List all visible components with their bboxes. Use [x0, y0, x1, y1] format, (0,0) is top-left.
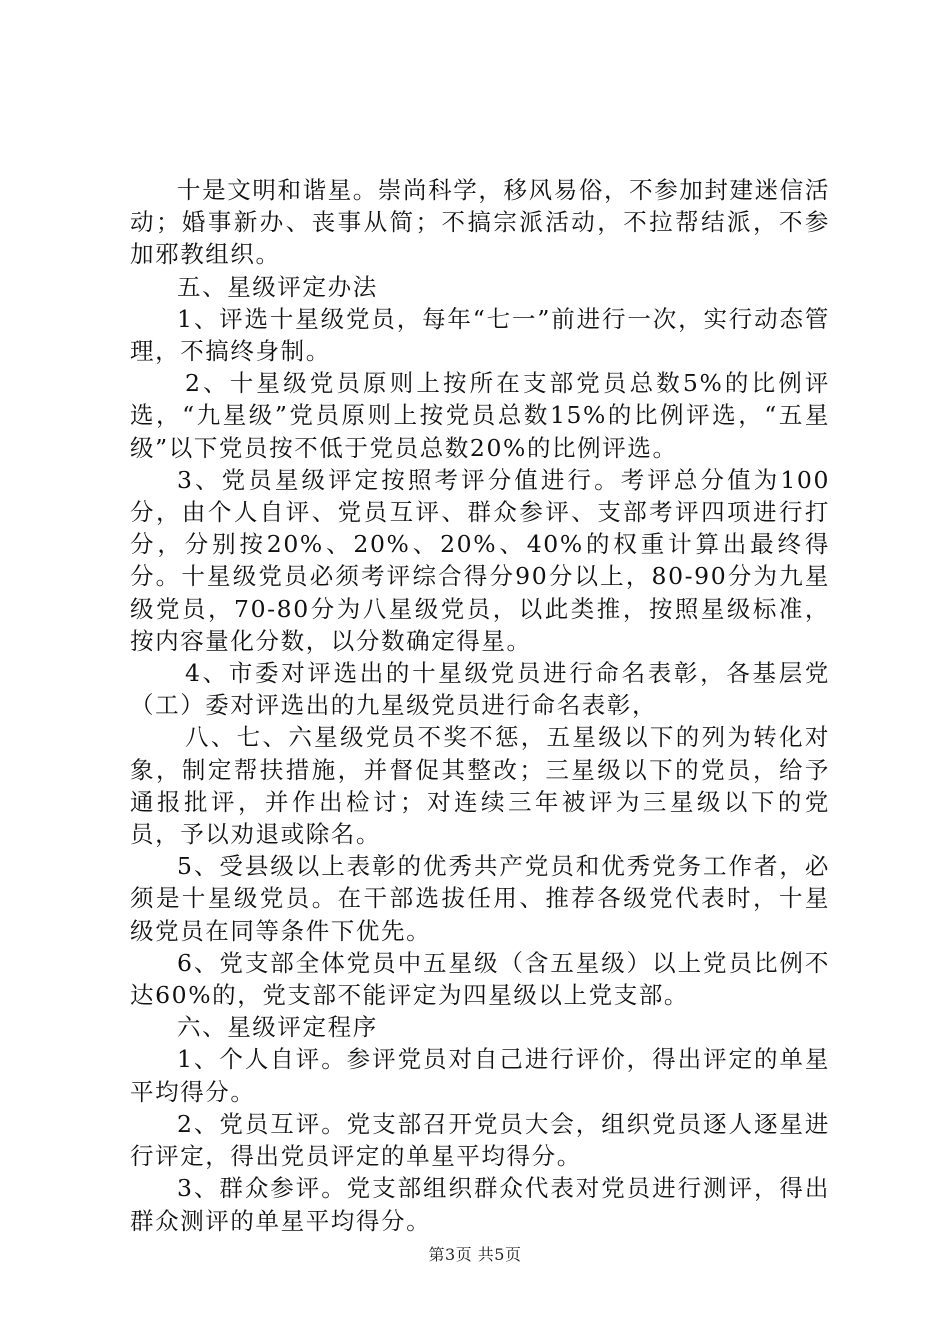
section-heading: 五、星级评定办法 — [177, 272, 378, 301]
paragraph: 十是文明和谐星。崇尚科学，移风易俗，不参加封建迷信活动；婚事新办、丧事从简；不搞宗派活动，不拉帮结派，不参加邪教组织。 — [130, 176, 830, 269]
paragraph: 八、七、六星级党员不奖不惩，五星级以下的列为转化对象，制定帮扶措施，并督促其整改；三星级以下的党员，给予通报批评，并作出检讨；对连续三年被评为三星级以下的党员，予以劝退或除名。 — [130, 723, 830, 849]
paragraph: 1、个人自评。参评党员对自己进行评价，得出评定的单星平均得分。 — [130, 1045, 830, 1106]
paragraph: 5、受县级以上表彰的优秀共产党员和优秀党务工作者，必须是十星级党员。在干部选拔任用、推荐各级党代表时，十星级党员在同等条件下优先。 — [130, 852, 830, 945]
paragraph: 3、党员星级评定按照考评分值进行。考评总分值为100分，由个人自评、党员互评、群众参评、支部考评四项进行打分，分别按20%、20%、20%、40%的权重计算出最终得分。十星级党员必须考评综合得分90分以上，80-90分为九星级党员，70-80分为八星级党员，以此类推，按照星级标准，按内容量化分数，以分数确定得星。 — [130, 465, 830, 655]
paragraph: 1、评选十星级党员，每年“七一”前进行一次，实行动态管理，不搞终身制。 — [130, 304, 830, 366]
paragraph: 4、市委对评选出的十星级党员进行命名表彰，各基层党（工）委对评选出的九星级党员进行命名表彰， — [130, 659, 830, 720]
paragraph: 2、十星级党员原则上按所在支部党员总数5%的比例评选，“九星级”党员原则上按党员总数15%的比例评选，“五星级”以下党员按不低于党员总数20%的比例评选。 — [130, 369, 830, 462]
section-heading: 六、星级评定程序 — [177, 1013, 378, 1042]
paragraph: 6、党支部全体党员中五星级（含五星级）以上党员比例不达60%的，党支部不能评定为四星级以上党支部。 — [130, 948, 830, 1010]
paragraph: 3、群众参评。党支部组织群众代表对党员进行测评，得出群众测评的单星平均得分。 — [130, 1174, 830, 1235]
page-footer: 第3页 共5页 — [428, 1245, 522, 1264]
document-body — [130, 174, 830, 1237]
paragraph: 2、党员互评。党支部召开党员大会，组织党员逐人逐星进行评定，得出党员评定的单星平均得分。 — [130, 1109, 830, 1171]
